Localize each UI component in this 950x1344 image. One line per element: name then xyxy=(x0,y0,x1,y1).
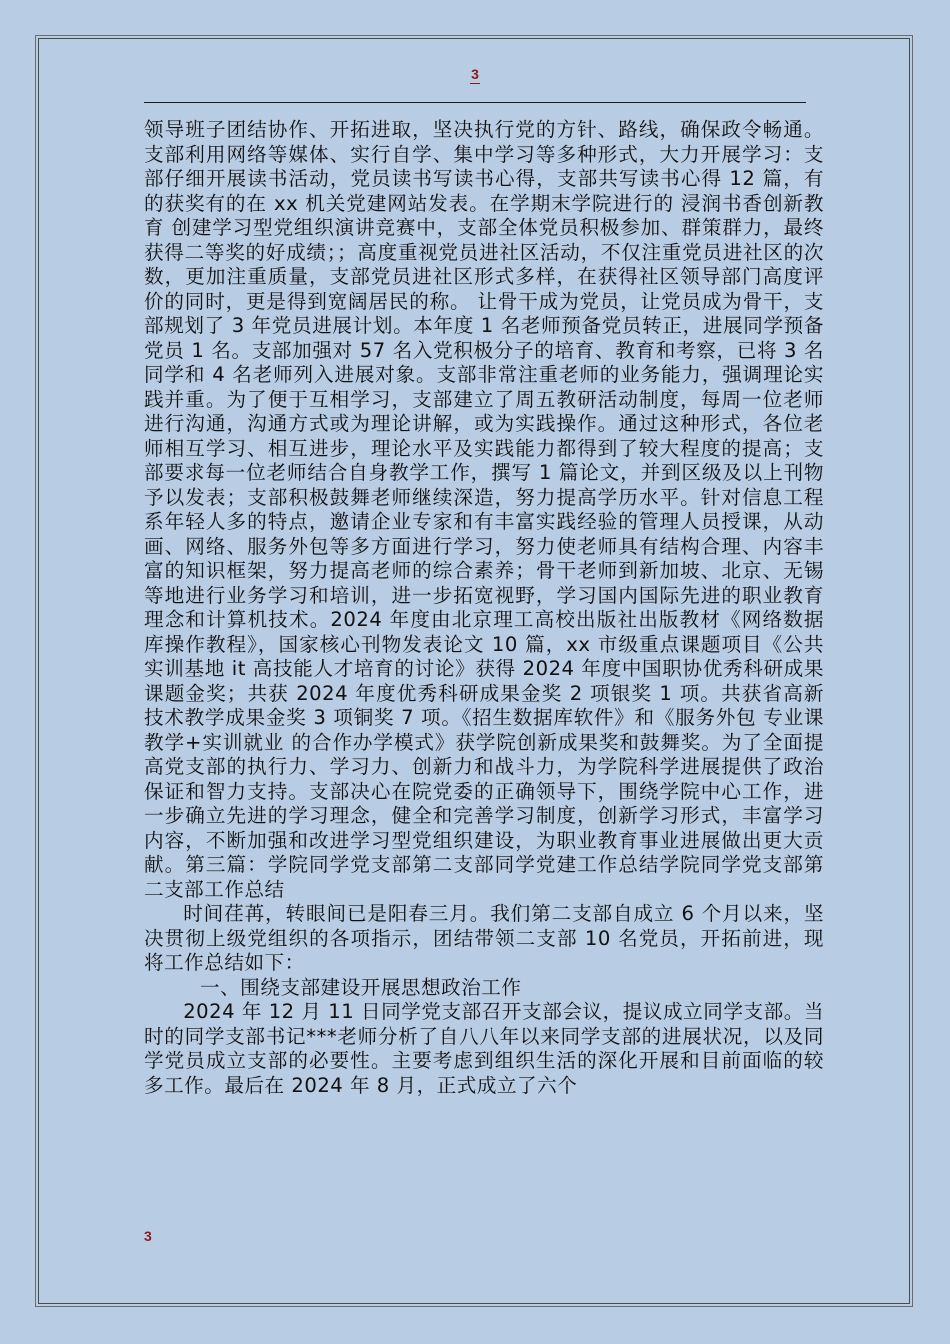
header-divider xyxy=(144,102,806,103)
body-paragraph: 2024 年 12 月 11 日同学党支部召开支部会议，提议成立同学支部。当时的同学支部书记***老师分析了自八八年以来同学支部的进展状况，以及同学党员成立支部的必要性。主要考虑到组织生活的深化开展和目前面临的较多工作。最后在 2024 年 8 月，正式成立了六个 xyxy=(144,1000,824,1097)
header-page-number: 3 xyxy=(471,66,479,82)
footer-page-number: 3 xyxy=(144,1228,152,1244)
body-paragraph: 时间荏苒，转眼间已是阳春三月。我们第二支部自成立 6 个月以来，坚决贯彻上级党组织的各项指示，团结带领二支部 10 名党员，开拓前进，现将工作总结如下： xyxy=(144,902,824,974)
section-heading: 一、围绕支部建设开展思想政治工作 xyxy=(200,975,522,999)
body-paragraph: 领导班子团结协作、开拓进取，坚决执行党的方针、路线，确保政令畅通。支部利用网络等媒体、实行自学、集中学习等多种形式，大力开展学习：支部仔细开展读书活动，党员读书写读书心得，支部共写读书心得 12 篇，有的获奖有的在 xx 机关党建网站发表。在学期末学院进行的 浸润书香创新教育 创建学习型党组织演讲竞赛中，支部全体党员积极参加、群策群力，最终获得二等奖的好成绩；；高度重视党员进社区活动，不仅注重党员进社区的次数，更加注重质量，支部党员进社区形式多样，在获得社区领导部门高度评价的同时，更是得到宽阔居民的称。 让骨干成为党员，让党员成为骨干，支部规划了 3 年党员进展计划。本年度 1 名老师预备党员转正，进展同学预备党员 1 名。支部加强对 57 名入党积极分子的培育、教育和考察，已将 3 名同学和 4 名老师列入进展对象。支部非常注重老师的业务能力，强调理论实践并重。为了便于互相学习，支部建立了周五教研活动制度，每周一位老师进行沟通，沟通方式或为理论讲解，或为实践操作。通过这种形式，各位老师相互学习、相互进步，理论水平及实践能力都得到了较大程度的提高；支部要求每一位老师结合自身教学工作，撰写 1 篇论文，并到区级及以上刊物予以发表；支部积极鼓舞老师继续深造，努力提高学历水平。针对信息工程系年轻人多的特点，邀请企业专家和有丰富实践经验的管理人员授课，从动画、网络、服务外包等多方面进行学习，努力使老师具有结构合理、内容丰富的知识框架，努力提高老师的综合素养；骨干老师到新加坡、北京、无锡等地进行业务学习和培训，进一步拓宽视野，学习国内国际先进的职业教育理念和计算机技术。2024 年度由北京理工高校出版社出版教材《网络数据库操作教程》，国家核心刊物发表论文 10 篇，xx 市级重点课题项目《公共实训基地 it 高技能人才培育的讨论》获得 2024 年度中国职协优秀科研成果课题金奖；共获 2024 年度优秀科研成果金奖 2 项银奖 1 项。共获省高新技术教学成果金奖 3 项铜奖 7 项。《招生数据库软件》和《服务外包 专业课教学+实训就业 的合作办学模式》获学院创新成果奖和鼓舞奖。为了全面提高党支部的执行力、学习力、创新力和战斗力，为学院科学进展提供了政治保证和智力支持。支部决心在院党委的正确领导下，围绕学院中心工作，进一步确立先进的学习理念，健全和完善学习制度，创新学习形式，丰富学习内容，不断加强和改进学习型党组织建设，为职业教育事业进展做出更大贡献。第三篇：学院同学党支部第二支部同学党建工作总结学院同学党支部第二支部工作总结 xyxy=(144,118,824,901)
document-body xyxy=(144,118,824,1098)
